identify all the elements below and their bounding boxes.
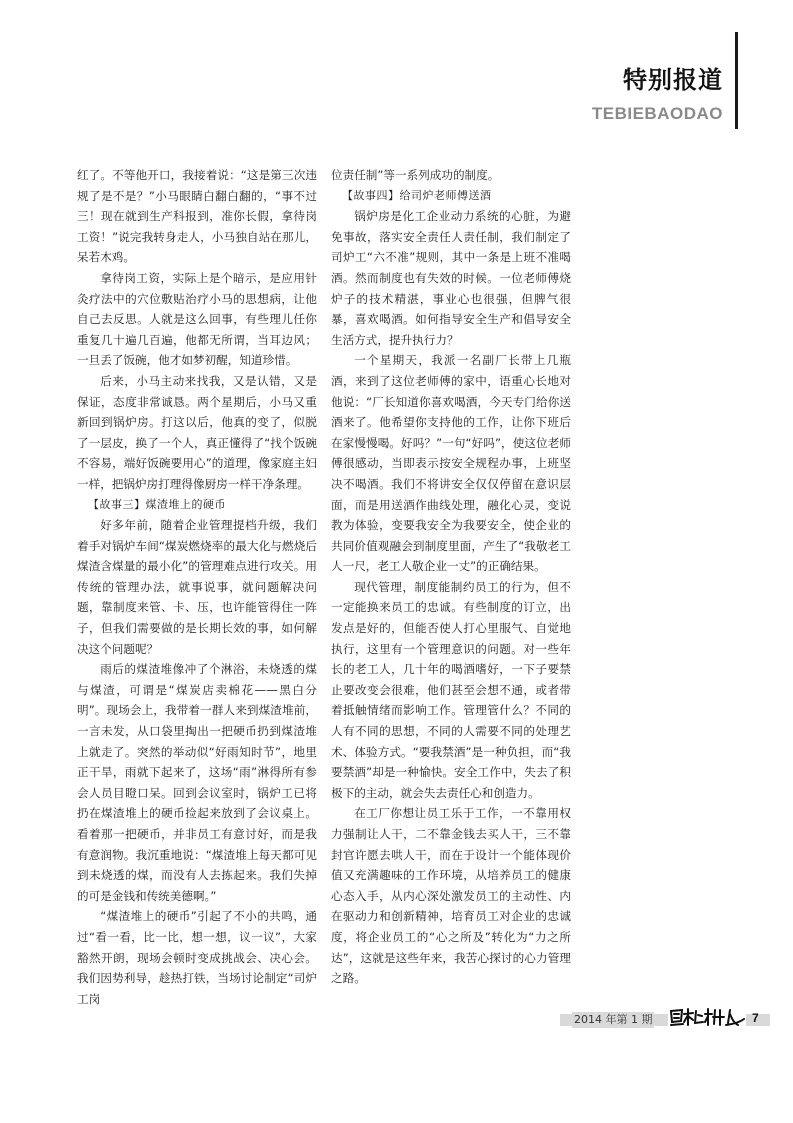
calligraphy-logo-icon <box>668 1005 746 1029</box>
paragraph: 现代管理，制度能制约员工的行为，但不一定能换来员工的忠诚。有些制度的订立，出发点是好的，但能否使人打心里服气、自觉地执行，这里有一个管理意识的问题。对一些年长的老工人，几十年的喝酒嗜好，一下子要禁止要改变会很难，他们甚至会想不通，或者带着抵触情绪而影响工作。管理管什么？不同的人有不同的思想，不同的人需要不同的处理艺术、体验方式。“要我禁酒”是一种负担，而“我要禁酒”却是一种愉快。安全工作中，失去了积极下的主动，就会失去责任心和创造力。 <box>331 579 571 800</box>
page-footer <box>560 1009 770 1031</box>
story-heading: 【故事四】给司炉老师傅送酒 <box>342 188 492 202</box>
paragraph: 锅炉房是化工企业动力系统的心脏，为避免事故，落实安全责任人责任制，我们制定了司炉工“六不准”规则，其中一条是上班不准喝酒。然而制度也有失效的时候。一位老师傅烧炉子的技术精湛，事业心也很强，但脾气很暴，喜欢喝酒。如何指导安全生产和倡导安全生活方式，提升执行力？ <box>331 209 571 347</box>
article-column-right <box>331 165 571 989</box>
section-pinyin: TEBIEBAODAO <box>591 104 723 123</box>
header-vertical-rule <box>735 32 738 129</box>
paragraph: 雨后的煤渣堆像冲了个淋浴，未烧透的煤与煤渣，可谓是“煤炭店卖棉花——黑白分明”。现场会上，我带着一群人来到煤渣堆前，一言未发，从口袋里掏出一把硬币扔到煤渣堆上就走了。突然的举动似“好雨知时节”，地里正干旱，雨就下起来了，这场“雨”淋得所有参会人员目瞪口呆。回到会议室时，锅炉工已将扔在煤渣堆上的硬币捡起来放到了会议桌上。看着那一把硬币，并非员工有意讨好，而是我有意润物。我沉重地说：“煤渣堆上每天都可见到未烧透的煤，而没有人去拣起来。我们失掉的可是金钱和传统美德啊。” <box>77 662 317 903</box>
paragraph: 后来，小马主动来找我，又是认错，又是保证，态度非常诚恳。两个星期后，小马又重新回到锅炉房。打这以后，他真的变了，似脱了一层皮，换了一个人，真正懂得了“找个饭碗不容易，端好饭碗要用心”的道理，像家庭主妇一样，把锅炉房打理得像厨房一样干净条理。 <box>77 373 317 491</box>
issue-label: 2014 年第 1 期 <box>574 1013 653 1026</box>
magazine-logo <box>668 1005 746 1029</box>
paragraph: 一个星期天，我派一名副厂长带上几瓶酒，来到了这位老师傅的家中，语重心长地对他说：“厂长知道你喜欢喝酒，今天专门给你送酒来了。他希望你支持他的工作，让你下班后在家慢慢喝。好吗？”一句“好吗”，使这位老师傅很感动，当即表示按安全规程办事，上班坚决不喝酒。我们不将讲安全仅仅停留在意识层面，而是用送酒作曲线处理，融化心灵，变说教为体验，变要我安全为我要安全，使企业的共同价值观融会到制度里面，产生了“我敬老工人一尺，老工人敬企业一丈”的正确结果。 <box>331 353 571 574</box>
paragraph: 好多年前，随着企业管理提档升级，我们着手对锅炉车间“煤炭燃烧率的最大化与燃烧后煤渣含煤量的最小化”的管理难点进行攻关。用传统的管理办法，就事说事，就问题解决问题，靠制度来管、卡、压，也许能管得住一阵子，但我们需要做的是长期长效的事，如何解决这个问题呢？ <box>77 518 317 656</box>
paragraph: “煤渣堆上的硬币”引起了不小的共鸣，通过“看一看，比一比，想一想，议一议”，大家豁然开朗，现场会顿时变成挑战会、决心会。我们因势利导，趁热打铁，当场讨论制定“司炉工岗 <box>77 909 317 1006</box>
paragraph: 在工厂你想让员工乐于工作，一不靠用权力强制让人干，二不靠金钱去买人干，三不靠封官许愿去哄人干，而在于设计一个能体现价值又充满趣味的工作环境，从培养员工的健康心态入手，从内心深处激发员工的主动性、内在驱动力和创新精神，培育员工对企业的忠诚度，将企业员工的“心之所及”转化为“力之所达”，这就是这些年来，我苦心探讨的心力管理之路。 <box>331 806 571 986</box>
page-number: 7 <box>752 1011 759 1025</box>
paragraph: 位责任制”等一系列成功的制度。 <box>331 168 500 182</box>
story-heading: 【故事三】煤渣堆上的硬币 <box>88 497 226 511</box>
section-title: 特别报道 <box>623 66 723 94</box>
paragraph: 红了。不等他开口，我接着说：“这是第三次违规了是不是？”小马眼睛白翻白翻的，“事不过三！现在就到生产科报到，准你长假，拿待岗工资！”说完我转身走人，小马独自站在那儿，呆若木鸡。 <box>77 168 317 265</box>
article-column-left <box>77 165 317 1009</box>
paragraph: 拿待岗工资，实际上是个暗示，是应用针灸疗法中的穴位敷贴治疗小马的思想病，让他自己去反思。人就是这么回事，有些理儿任你重复几十遍几百遍，他都无所谓，当耳边风；一旦丢了饭碗，他才如梦初醒，知道珍惜。 <box>77 270 317 368</box>
